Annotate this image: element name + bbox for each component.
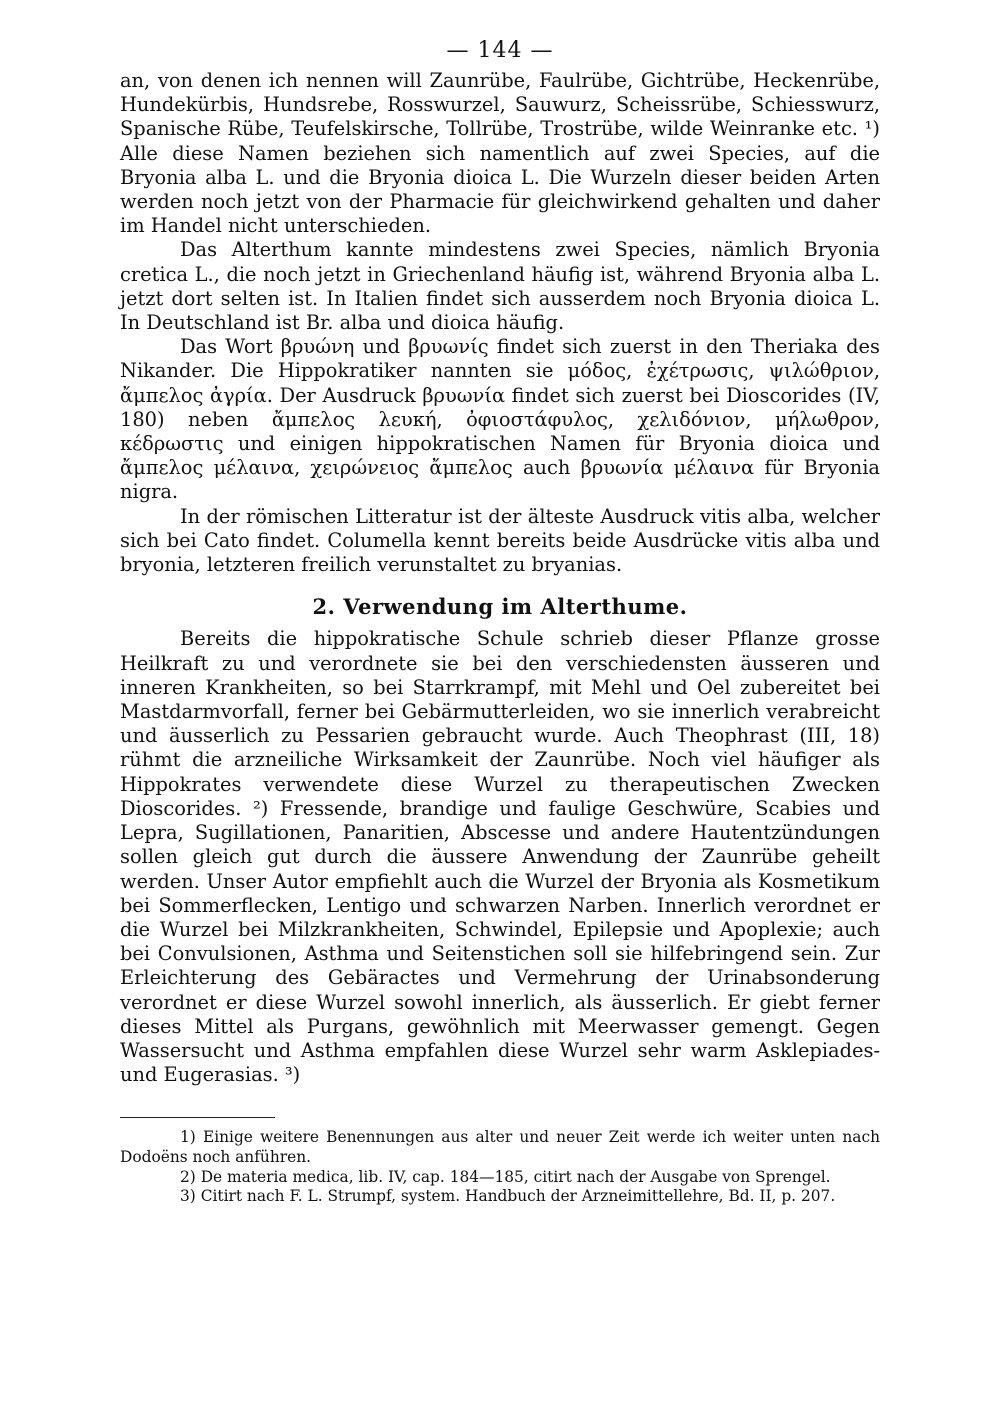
section-heading: 2. Verwendung im Alterthume.	[312, 594, 688, 620]
paragraph: Das Wort βρυώνη und βρυωνίς findet sich zuerst in den Theriaka des Nikander. Die Hippokratiker nannten sie μόδος, ἐχέτρωσις, ψιλώθριον, ἄμπελος ἀγρία. Der Ausdruck βρυωνία findet sich zuerst bei Dioscorides (IV, 180) neben ἄμπελος λευκή, ὀφιοστάφυλος, χελιδόνιον, μήλωθρον, κέδρωστις und einigen hippokratischen Namen für Bryonia dioica und ἄμπελος μέλαινα, χειρώνειος ἄμπελος auch βρυωνία μέλαινα für Bryonia nigra.	[120, 335, 880, 504]
page-number: — 144 —	[446, 38, 554, 63]
footnote: 2) De materia medica, lib. IV, cap. 184—185, citirt nach der Ausgabe von Sprengel.	[180, 1167, 831, 1186]
paragraph: In der römischen Litteratur ist der älteste Ausdruck vitis alba, welcher sich bei Cato findet. Columella kennt bereits beide Ausdrücke vitis alba und bryonia, letzteren freilich verunstaltet zu bryanias.	[120, 504, 880, 577]
paragraph: an, von denen ich nennen will Zaunrübe, Faulrübe, Gichtrübe, Heckenrübe, Hundekürbis, Hundsrebe, Rosswurzel, Sauwurz, Scheissrübe, Schiesswurz, Spanische Rübe, Teufelskirsche, Tollrübe, Trostrübe, wilde Weinranke etc. ¹) Alle diese Namen beziehen sich namentlich auf zwei Species, auf die Bryonia alba L. und die Bryonia dioica L. Die Wurzeln dieser beiden Arten werden noch jetzt von der Pharmacie für gleichwirkend gehalten und daher im Handel nicht unterschieden.	[120, 69, 880, 238]
footnotes	[120, 1128, 880, 1206]
footnote: 1) Einige weitere Benennungen aus alter und neuer Zeit werde ich weiter unten nach Dodoëns noch anführen.	[120, 1128, 880, 1166]
body-text	[120, 69, 880, 1087]
footnote: 3) Citirt nach F. L. Strumpf, system. Handbuch der Arzneimittellehre, Bd. II, p. 207.	[180, 1187, 836, 1206]
document-page	[120, 38, 880, 1207]
footnote-divider	[120, 1117, 275, 1118]
paragraph: Bereits die hippokratische Schule schrieb dieser Pflanze grosse Heilkraft zu und verordnete sie bei den verschiedensten äusseren und inneren Krankheiten, so bei Starrkrampf, mit Mehl und Oel zubereitet bei Mastdarmvorfall, ferner bei Gebärmutterleiden, wo sie innerlich verabreicht und äusserlich zu Pessarien gebraucht wurde. Auch Theophrast (III, 18) rühmt die arzneiliche Wirksamkeit der Zaunrübe. Noch viel häufiger als Hippokrates verwendete diese Wurzel zu therapeutischen Zwecken Dioscorides. ²) Fressende, brandige und faulige Geschwüre, Scabies und Lepra, Sugillationen, Panaritien, Abscesse und andere Hautentzündungen sollen gleich gut durch die äussere Anwendung der Zaunrübe geheilt werden. Unser Autor empfiehlt auch die Wurzel der Bryonia als Kosmetikum bei Sommerflecken, Lentigo und schwarzen Narben. Innerlich verordnet er die Wurzel bei Milzkrankheiten, Schwindel, Epilepsie und Apoplexie; auch bei Convulsionen, Asthma und Seitenstichen soll sie hilfebringend sein. Zur Erleichterung des Gebäractes und Vermehrung der Urinabsonderung verordnet er diese Wurzel sowohl innerlich, als äusserlich. Er giebt ferner dieses Mittel als Purgans, gewöhnlich mit Meerwasser gemengt. Gegen Wassersucht und Asthma empfahlen diese Wurzel sehr warm Asklepiades-und Eugerasias. ³)	[120, 627, 880, 1087]
paragraph: Das Alterthum kannte mindestens zwei Species, nämlich Bryonia cretica L., die noch jetzt in Griechenland häufig ist, während Bryonia alba L. jetzt dort selten ist. In Italien findet sich ausserdem noch Bryonia dioica L. In Deutschland ist Br. alba und dioica häufig.	[120, 238, 880, 335]
